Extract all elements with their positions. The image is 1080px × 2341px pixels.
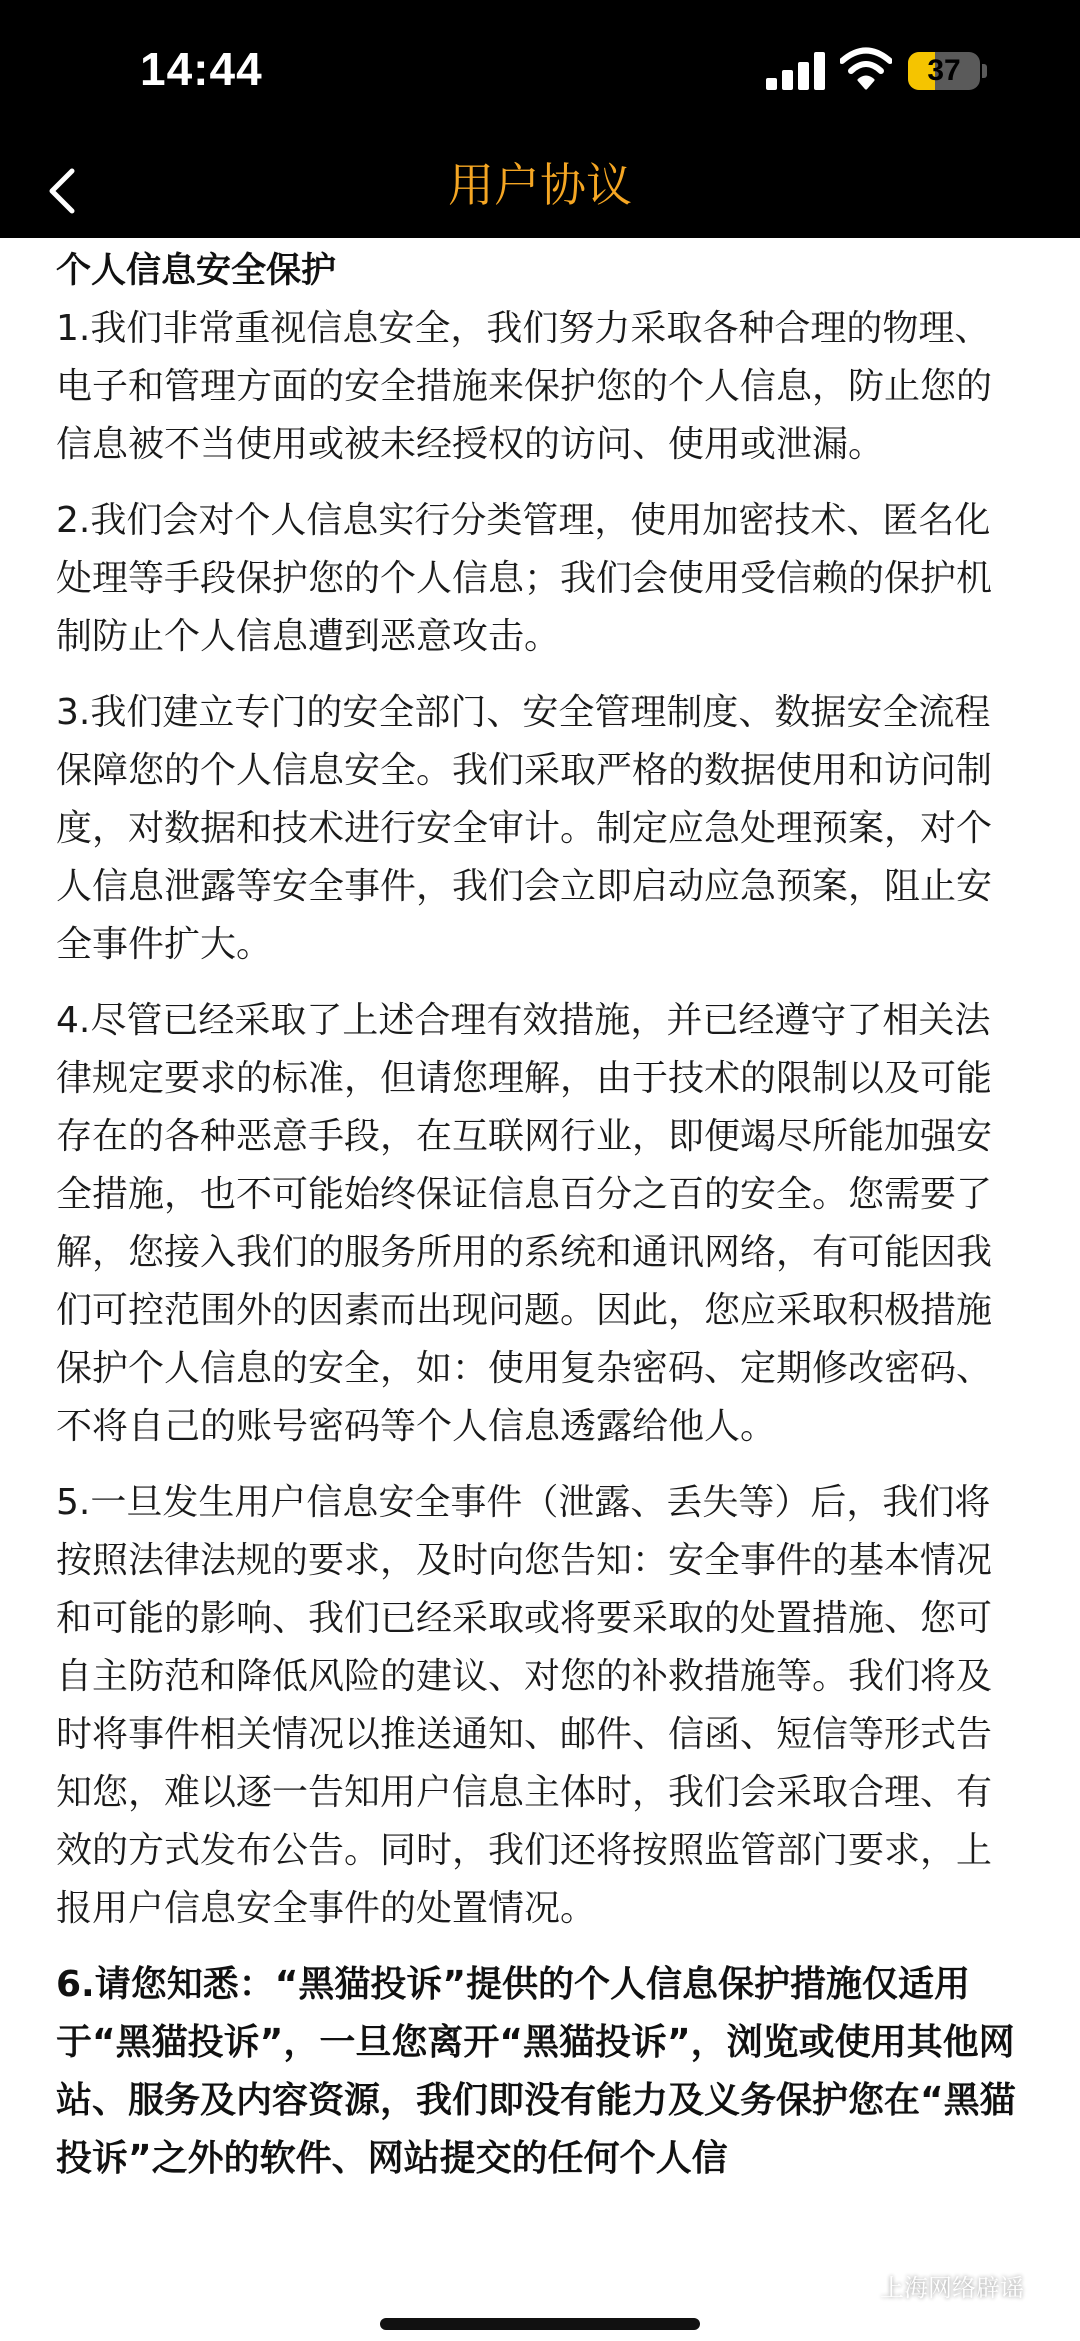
paragraph-6-notice: 6.请您知悉：“黑猫投诉”提供的个人信息保护措施仅适用于“黑猫投诉”，一旦您离开“黑猫投诉”，浏览或使用其他网站、服务及内容资源，我们即没有能力及义务保护您在“黑猫投诉”之外的软件、网站提交的任何个人信: [56, 1964, 1016, 2179]
battery-level: 37: [927, 54, 961, 87]
page-title: 用户协议: [448, 158, 632, 212]
section-title: 个人信息安全保护: [56, 251, 337, 291]
watermark-text: 上海网络辟谣: [880, 2274, 1024, 2302]
signal-icon: [766, 52, 826, 90]
paragraph-5: 5.一旦发生用户信息安全事件（泄露、丢失等）后，我们将按照法律法规的要求，及时向您告知：安全事件的基本情况和可能的影响、我们已经采取或将要采取的处置措施、您可自主防范和降低风险的建议、对您的补救措施等。我们将及时将事件相关情况以推送通知、邮件、信函、短信等形式告知您，难以逐一告知用户信息主体时，我们会采取合理、有效的方式发布公告。同时，我们还将按照监管部门要求，上报用户信息安全事件的处置情况。: [56, 1482, 993, 1929]
wechat-icon: [838, 2272, 874, 2300]
home-indicator[interactable]: [380, 2318, 700, 2330]
paragraph-2: 2.我们会对个人信息实行分类管理，使用加密技术、匿名化处理等手段保护您的个人信息；我们会使用受信赖的保护机制防止个人信息遭到恶意攻击。: [56, 500, 993, 657]
status-time: 14:44: [140, 43, 263, 95]
agreement-content[interactable]: [56, 240, 1016, 2341]
paragraph-3: 3.我们建立专门的安全部门、安全管理制度、数据安全流程保障您的个人信息安全。我们采取严格的数据使用和访问制度，对数据和技术进行安全审计。制定应急处理预案，对个人信息泄露等安全事件，我们会立即启动应急预案，阻止安全事件扩大。: [56, 692, 993, 965]
watermark: [838, 2268, 1024, 2303]
paragraph-1: 1.我们非常重视信息安全，我们努力采取各种合理的物理、电子和管理方面的安全措施来保护您的个人信息，防止您的信息被不当使用或被未经授权的访问、使用或泄漏。: [56, 308, 993, 465]
status-bar: [0, 0, 1080, 145]
wifi-icon: [840, 46, 892, 90]
battery-icon: [908, 52, 980, 90]
nav-bar: [0, 145, 1080, 238]
paragraph-4: 4.尽管已经采取了上述合理有效措施，并已经遵守了相关法律规定要求的标准，但请您理解，由于技术的限制以及可能存在的各种恶意手段，在互联网行业，即便竭尽所能加强安全措施，也不可能始终保证信息百分之百的安全。您需要了解，您接入我们的服务所用的系统和通讯网络，有可能因我们可控范围外的因素而出现问题。因此，您应采取积极措施保护个人信息的安全，如：使用复杂密码、定期修改密码、不将自己的账号密码等个人信息透露给他人。: [56, 1000, 993, 1447]
battery-cap: [982, 64, 987, 78]
